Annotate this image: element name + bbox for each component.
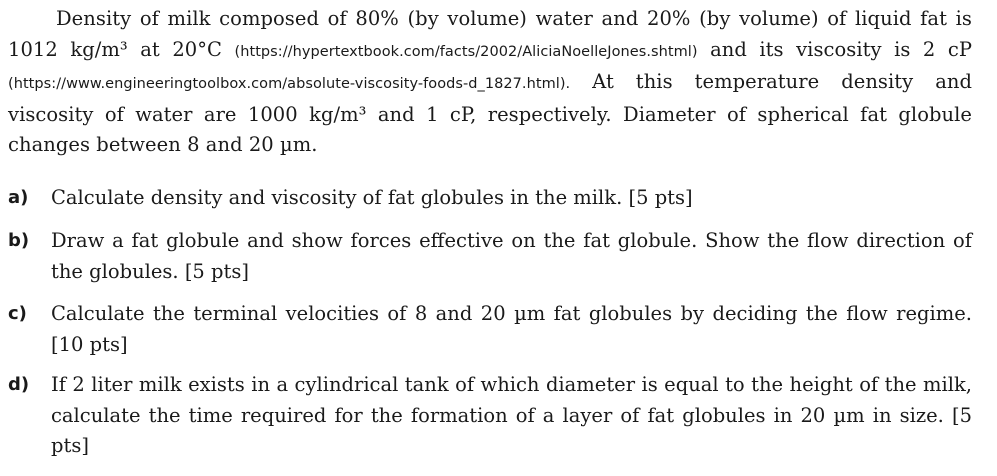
question-text: Calculate the terminal velocities of 8 and 20 µm fat globules by deciding the flow regime. [10 pts] (51, 302, 972, 356)
question-a (8, 183, 972, 214)
source-link-hypertextbook: (https://hypertextbook.com/facts/2002/AliciaNoelleJones.shtml) (234, 43, 698, 60)
question-label: c) (8, 303, 27, 324)
question-text: Calculate density and viscosity of fat globules in the milk. [5 pts] (51, 186, 693, 209)
question-b (8, 226, 972, 287)
question-text: If 2 liter milk exists in a cylindrical tank of which diameter is equal to the height of the milk, calculate the time required for the formation of a layer of fat globules in 20 µm in size. [5 pts] (51, 373, 972, 457)
question-d (8, 370, 972, 462)
question-label: a) (8, 187, 29, 208)
intro-text-3: At this temperature density and viscosity of water are 1000 kg/m³ and 1 cP, respectively. Diameter of spherical fat globule changes between 8 and 20 µm. (8, 70, 973, 156)
source-link-engineeringtoolbox: (https://www.engineeringtoolbox.com/absolute-viscosity-foods-d_1827.html). (8, 76, 571, 92)
question-text: Draw a fat globule and show forces effective on the fat globule. Show the flow direction of the globules. [5 pts] (51, 229, 972, 283)
question-c (8, 299, 972, 360)
problem-statement (8, 4, 972, 161)
intro-text-2: and its viscosity is 2 cP (710, 37, 973, 61)
question-label: b) (8, 230, 30, 251)
question-label: d) (8, 374, 30, 395)
intro-text-1: Density of milk composed of 80% (by volume) water and 20% (by volume) of liquid fat is 1012 kg/m³ at 20°C (8, 7, 972, 61)
